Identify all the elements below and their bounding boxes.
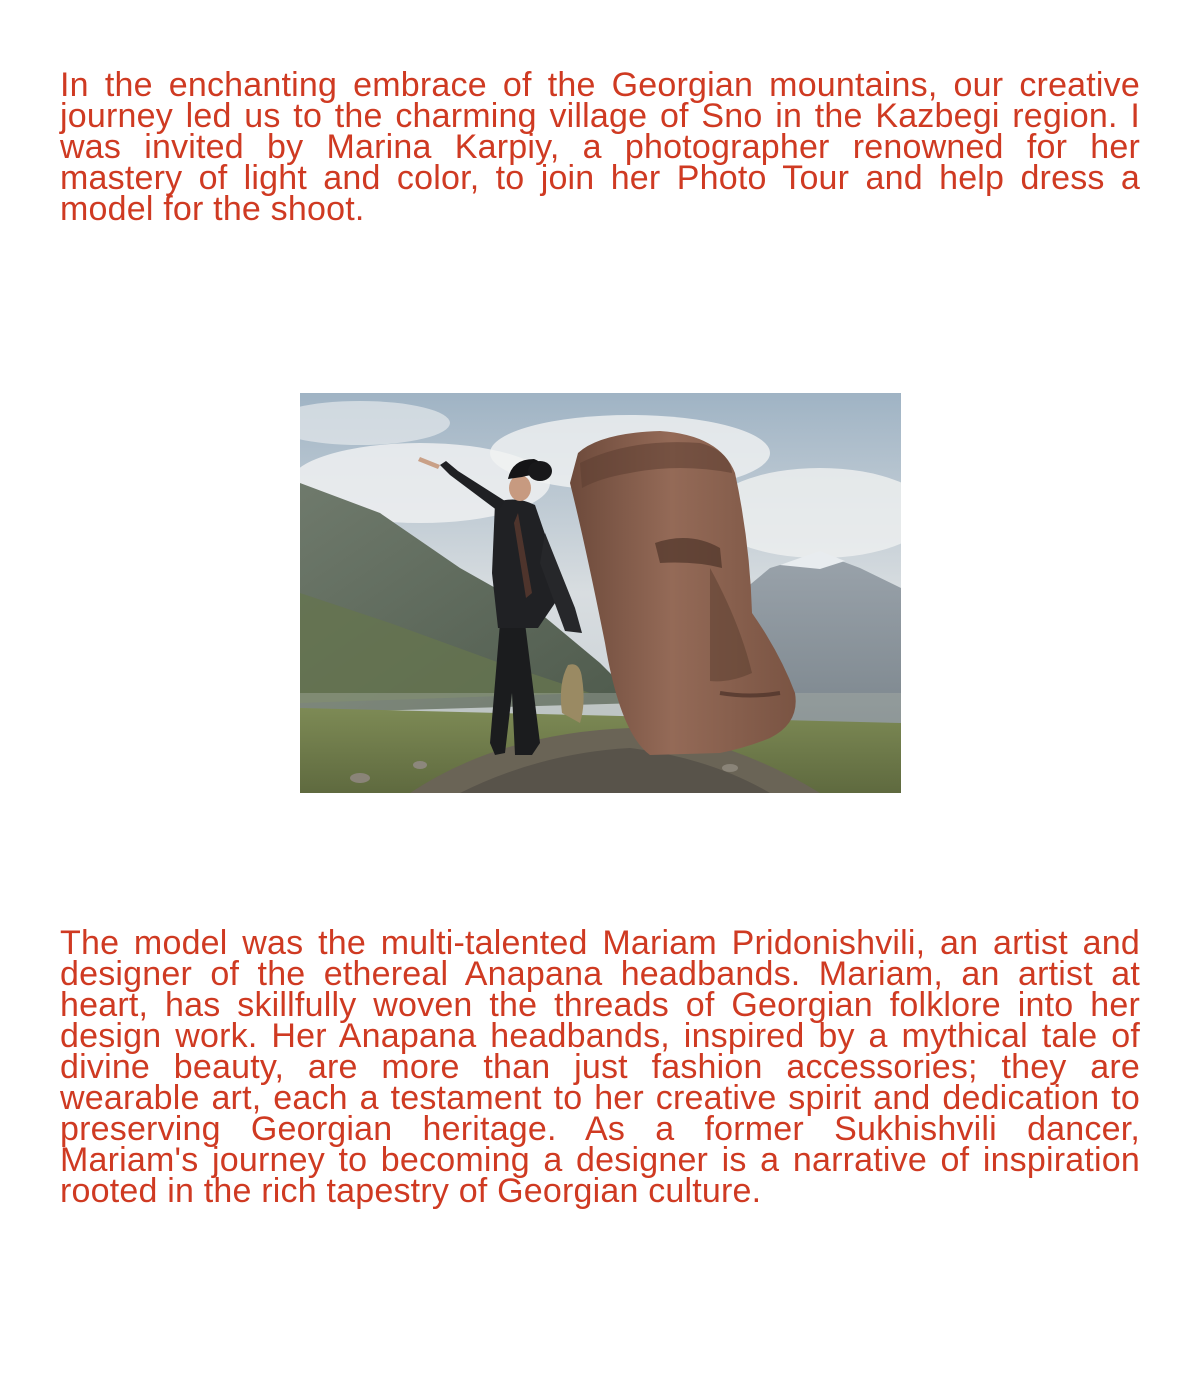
article-photo	[300, 393, 901, 793]
intro-paragraph: In the enchanting embrace of the Georgian mountains, our creative journey led us to the charming village of Sno in the Kazbegi region. I was invited by Marina Karpiy, a photographer renowned for her mastery of light and color, to join her Photo Tour and help dress a model for the shoot.	[60, 66, 1140, 228]
bio-paragraph: The model was the multi-talented Mariam Pridonishvili, an artist and designer of the ethereal Anapana headbands. Mariam, an artist at heart, has skillfully woven the threads of Georgian folklore into her design work. Her Anapana headbands, inspired by a mythical tale of divine beauty, are more than just fashion accessories; they are wearable art, each a testament to her creative spirit and dedication to preserving Georgian heritage. As a former Sukhishvili dancer, Mariam's journey to becoming a designer is a narrative of inspiration rooted in the rich tapestry of Georgian culture.	[60, 924, 1140, 1210]
photo-illustration	[300, 393, 901, 793]
